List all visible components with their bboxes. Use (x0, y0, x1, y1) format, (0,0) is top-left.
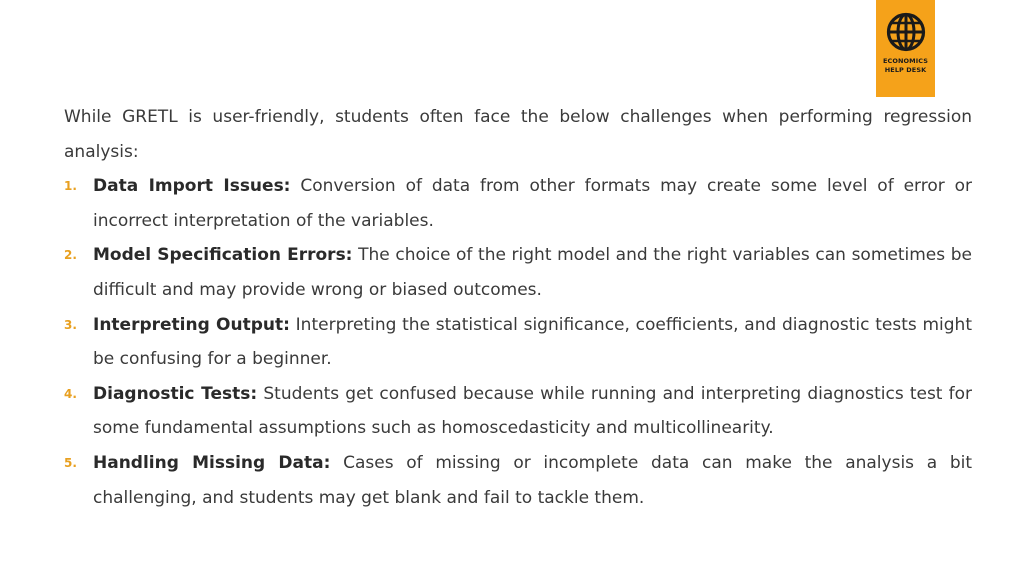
list-item (64, 238, 972, 307)
challenges-list (64, 169, 972, 515)
list-number: 3. (64, 317, 77, 332)
list-item (64, 169, 972, 238)
logo-line-1: ECONOMICS (882, 57, 929, 65)
list-term: Data Import Issues: (93, 176, 291, 197)
list-item (64, 308, 972, 377)
list-text: Students get confused because while running and interpreting diagnostics test for some fundamental assumptions such as homoscedasticity and multicollinearity. (93, 383, 972, 439)
logo-text (883, 57, 928, 75)
main-content (64, 100, 972, 515)
list-term: Model Specification Errors: (93, 245, 353, 266)
list-number: 1. (64, 179, 77, 194)
list-number: 2. (64, 248, 77, 263)
economics-help-desk-logo (876, 0, 935, 97)
intro-paragraph: While GRETL is user-friendly, students often face the below challenges when performing regression analysis: (64, 107, 972, 162)
list-term: Diagnostic Tests: (93, 383, 258, 404)
list-item (64, 446, 972, 515)
list-text: Interpreting the statistical significance, coefficients, and diagnostic tests might be confusing for a beginner. (93, 314, 972, 370)
list-text: Conversion of data from other formats may create some level of error or incorrect interpretation of the variables. (93, 176, 972, 231)
list-term: Handling Missing Data: (93, 452, 331, 473)
list-term: Interpreting Output: (93, 314, 290, 335)
list-item (64, 377, 972, 446)
list-text: Cases of missing or incomplete data can make the analysis a bit challenging, and students may get blank and fail to tackle them. (93, 452, 973, 508)
logo-line-2: HELP DESK (884, 66, 927, 74)
globe-icon (886, 12, 926, 52)
list-number: 4. (64, 386, 77, 401)
list-number: 5. (64, 455, 77, 470)
list-text: The choice of the right model and the right variables can sometimes be difficult and may provide wrong or biased outcomes. (93, 245, 972, 300)
